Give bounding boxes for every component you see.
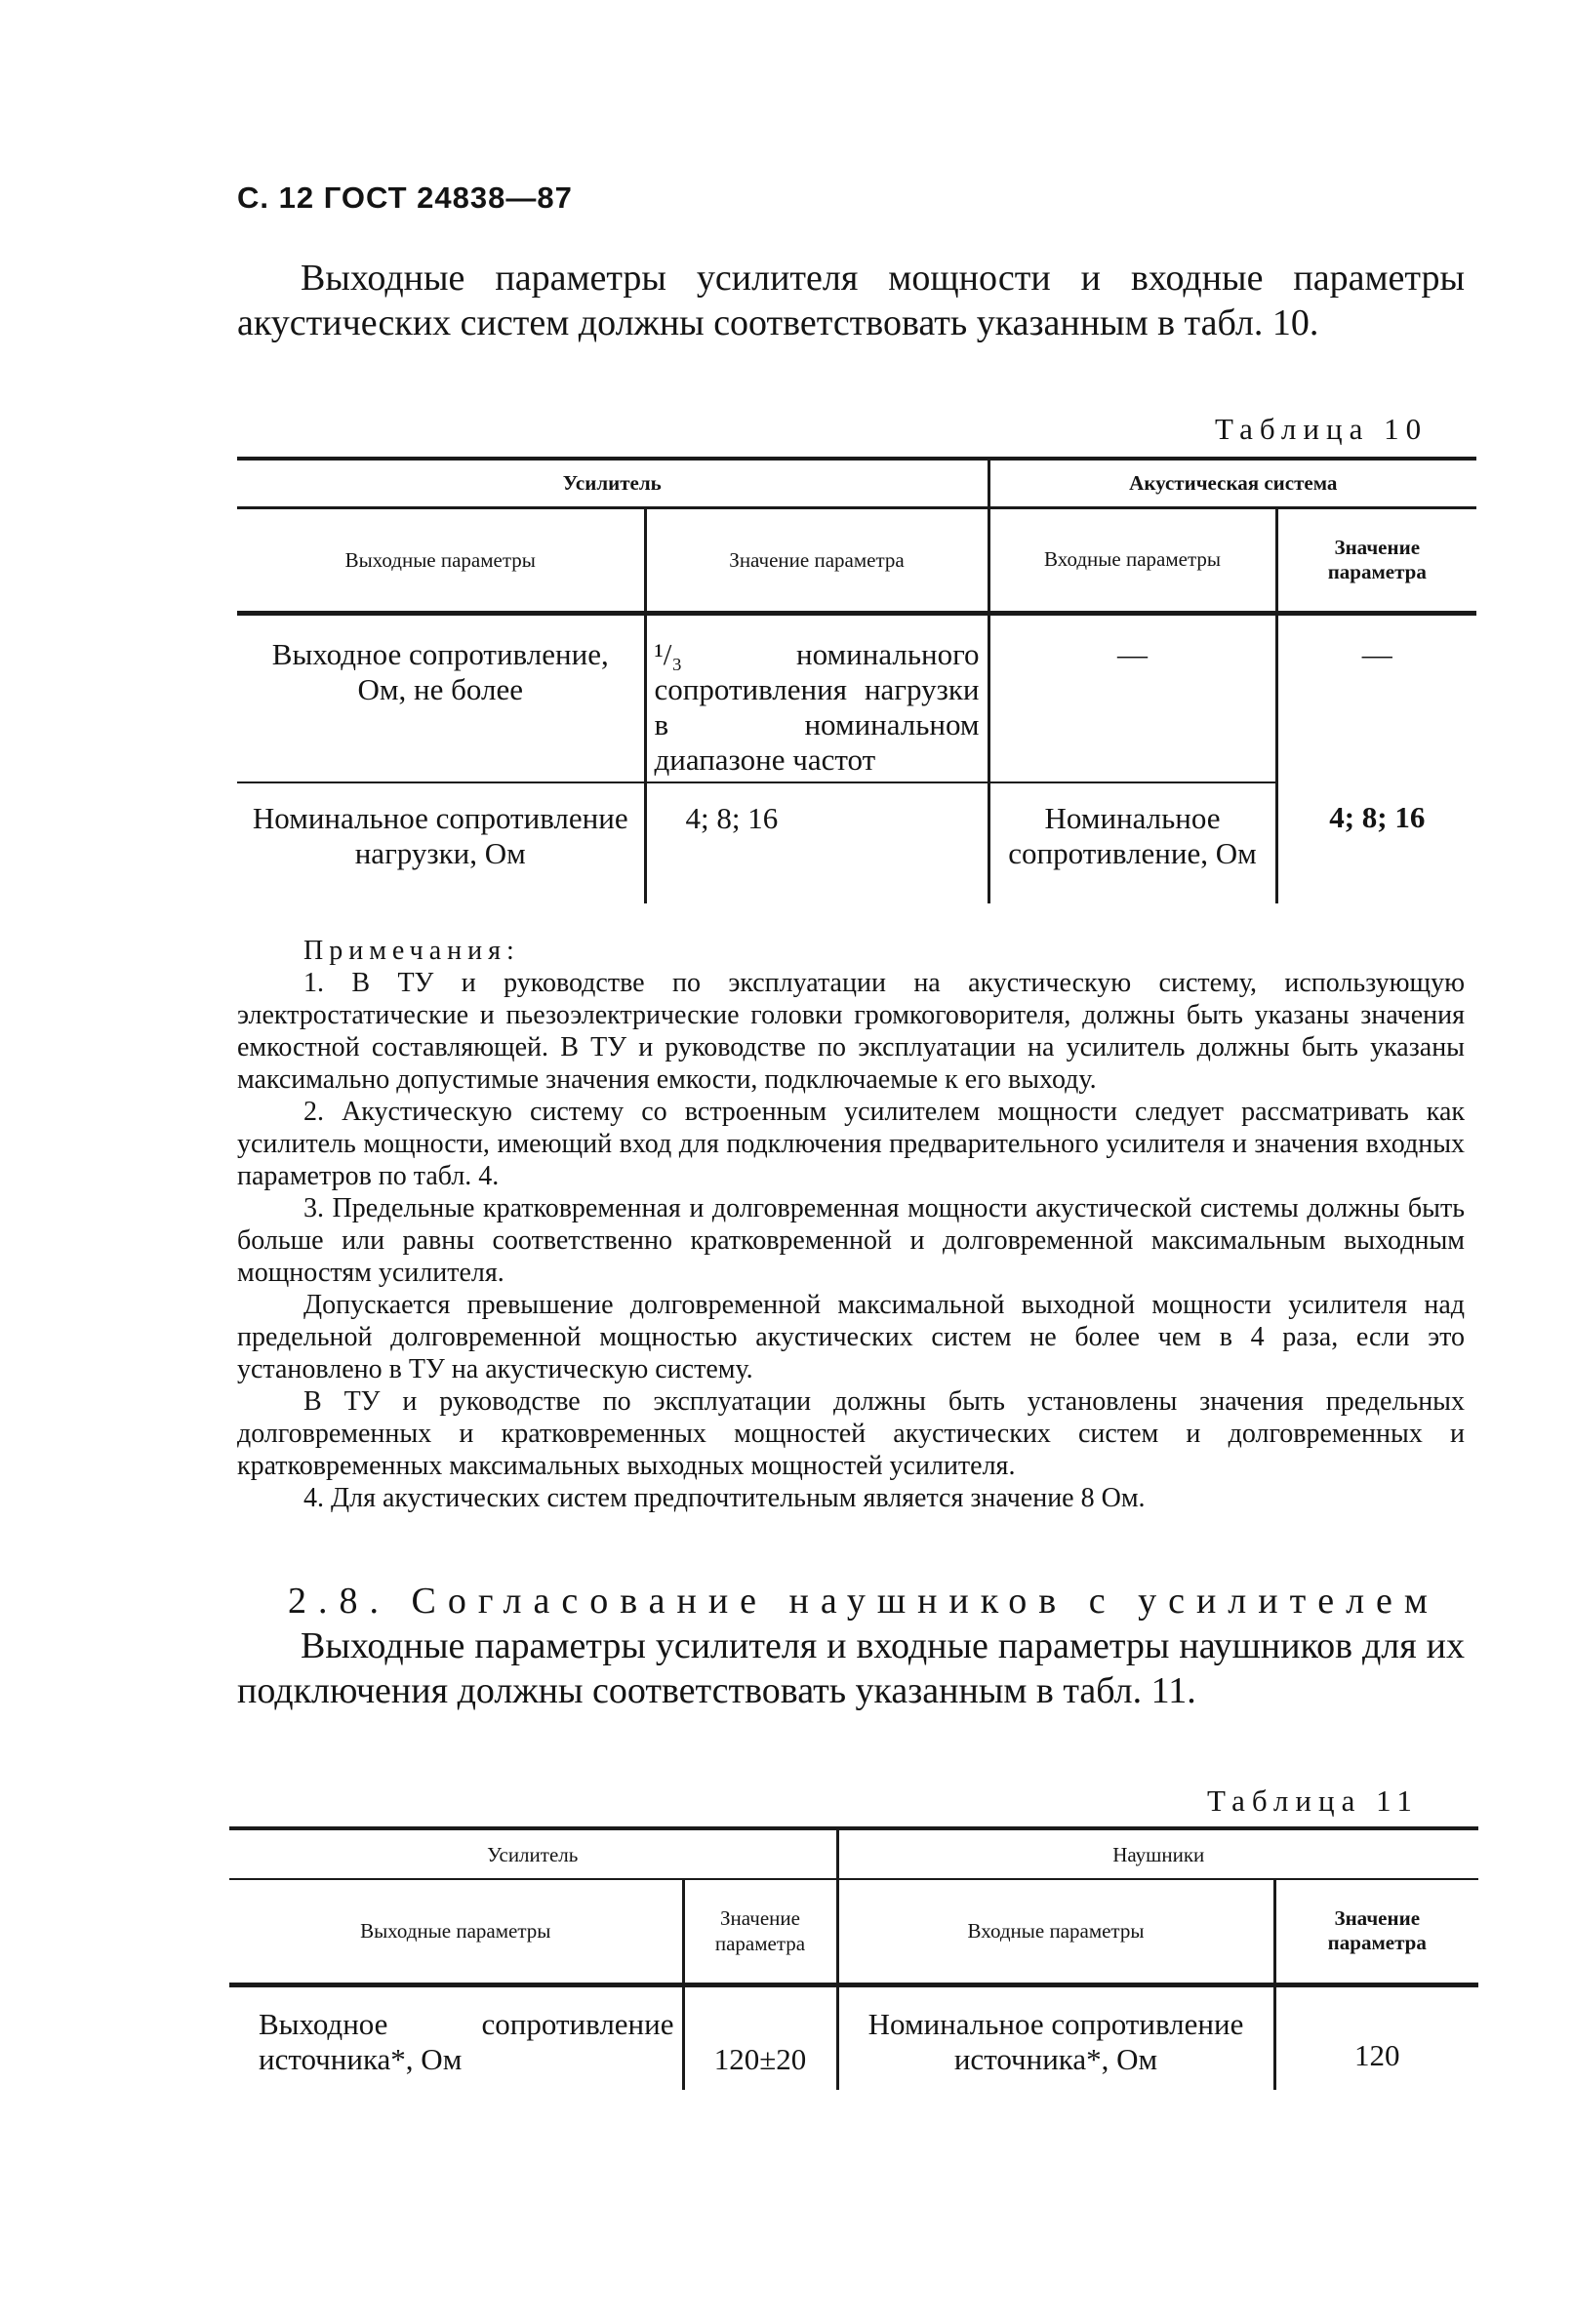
cell-param: Выходное сопротивление источника*, Ом: [229, 1984, 683, 2090]
group-amplifier: Усилитель: [229, 1828, 837, 1879]
table-row: [237, 782, 1476, 903]
table-10: [237, 457, 1476, 903]
cell-value: ¹/₃ номинального сопротивления нагрузки в номинальном диапазоне частот: [645, 613, 988, 782]
section-2-8: [237, 1579, 1465, 1713]
note-item: В ТУ и руководстве по эксплуатации должны быть установлены значения предельных долговременных и кратковременных мощностей акустических систем и долговременных и кратковременных максимальных выходных мощностей усилителя.: [237, 1386, 1465, 1481]
cell-param: Номинальное сопротивление, Ом: [988, 782, 1276, 903]
section-title: 2.8. Согласование наушников с усилителем: [288, 1581, 1439, 1622]
table-row: [237, 613, 1476, 782]
note-item: 3. Предельные кратковременная и долговременная мощности акустической системы должны быть больше или равны соответственно кратковременной и долговременной максимальным выходным мощностям усилителя.: [237, 1193, 1465, 1288]
group-headphones: Наушники: [837, 1828, 1478, 1879]
column-header-value: Значение параметра: [683, 1879, 837, 1984]
cell-param: Номинальное сопротивление нагрузки, Ом: [237, 782, 645, 903]
note-item: Допускается превышение долговременной максимальной выходной мощности усилителя над предельной долговременной мощностью акустических систем не более чем в 4 раза, если это установлено в ТУ на акустическую систему.: [237, 1290, 1465, 1384]
cell-value: 4; 8; 16: [645, 782, 988, 903]
cell-value: 4; 8; 16: [1329, 800, 1426, 834]
page-header: С. 12 ГОСТ 24838—87: [237, 180, 573, 215]
notes-title: Примечания:: [303, 936, 520, 966]
column-header-output-params: Выходные параметры: [237, 507, 645, 613]
table-row: [229, 1984, 1478, 2090]
group-amplifier: Усилитель: [237, 459, 988, 507]
note-item: 1. В ТУ и руководстве по эксплуатации на акустическую систему, использующую электростатические и пьезоэлектрические головки громкоговорителя, должны быть указаны значения емкостной составляющей. В ТУ и руководстве по эксплуатации на усилитель должны быть указаны максимально допустимые значения емкости, подключаемые к его выходу.: [237, 968, 1465, 1095]
note-item: 2. Акустическую систему со встроенным усилителем мощности следует рассматривать как усилитель мощности, имеющий вход для подключения предварительного усилителя и значения входных параметров по табл. 4.: [237, 1097, 1465, 1191]
table-11: [229, 1826, 1478, 2090]
cell-dash: —: [988, 613, 1276, 782]
table-10-caption: Таблица 10: [1215, 412, 1429, 446]
column-header-value: Значение параметра: [645, 507, 988, 613]
column-header-value-2: Значение параметра: [1276, 507, 1476, 613]
cell-param: Номинальное сопротивление источника*, Ом: [837, 1984, 1274, 2090]
cell-param: Выходное сопротивление, Ом, не более: [237, 613, 645, 782]
cell-dash: —: [1361, 636, 1392, 671]
group-speaker-system: Акустическая система: [988, 459, 1476, 507]
column-header-output-params: Выходные параметры: [229, 1879, 683, 1984]
column-header-input-params: Входные параметры: [988, 507, 1276, 613]
section-text: Выходные параметры усилителя и входные параметры наушников для их подключения должны соответствовать указанным в табл. 11.: [237, 1625, 1465, 1711]
cell-value: 120: [1354, 2037, 1400, 2072]
column-header-value-2: Значение параметра: [1274, 1879, 1478, 1984]
note-item: 4. Для акустических систем предпочтительным является значение 8 Ом.: [303, 1483, 1146, 1513]
column-header-input-params: Входные параметры: [837, 1879, 1274, 1984]
table-11-caption: Таблица 11: [1207, 1783, 1419, 1818]
intro-paragraph: Выходные параметры усилителя мощности и входные параметры акустических систем должны соответствовать указанным в табл. 10.: [237, 258, 1465, 343]
notes-block: [237, 935, 1465, 1514]
cell-value: 120±20: [683, 1984, 837, 2090]
